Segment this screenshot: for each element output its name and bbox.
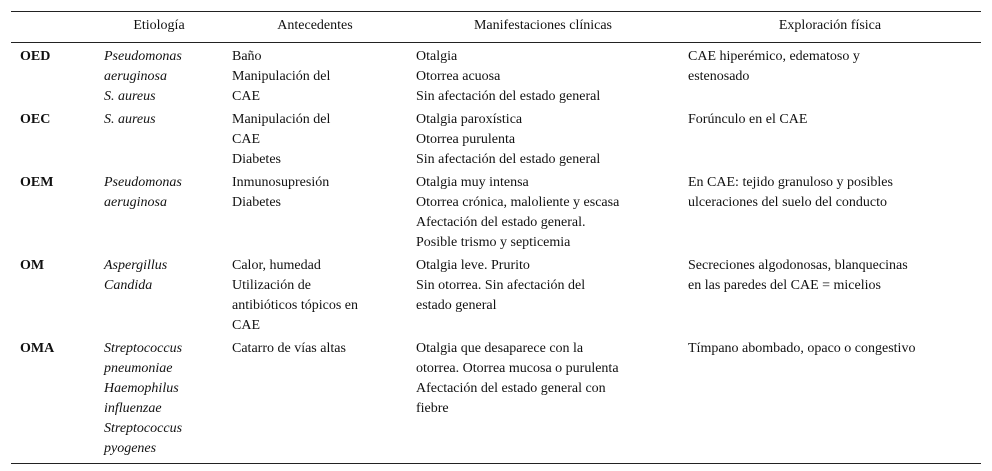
cell-line: Otorrea acuosa	[416, 69, 501, 84]
cell-line: CAE	[232, 132, 260, 147]
cell-line: CAE hiperémico, edematoso y	[688, 49, 860, 64]
header-manifestaciones: Manifestaciones clínicas	[407, 12, 679, 43]
cell-line: CAE	[232, 89, 260, 104]
cell-etiologia	[95, 254, 223, 337]
cell-etiologia	[95, 43, 223, 109]
cell-line: Otalgia paroxística	[416, 112, 523, 127]
cell-manifestaciones	[407, 171, 679, 254]
cell-manifestaciones	[407, 337, 679, 464]
table-row	[11, 43, 981, 109]
cell-line: Aspergillus	[104, 258, 168, 273]
cell-abbr: OED	[20, 49, 51, 64]
cell-line: pneumoniae	[104, 361, 173, 376]
cell-exploracion	[679, 171, 981, 254]
cell-line: Utilización de	[232, 278, 311, 293]
cell-line: S. aureus	[104, 112, 156, 127]
cell-etiologia	[95, 171, 223, 254]
cell-exploracion	[679, 108, 981, 171]
cell-line: influenzae	[104, 401, 162, 416]
cell-line: Calor, humedad	[232, 258, 321, 273]
cell-line: Manipulación del	[232, 112, 331, 127]
cell-line: Otorrea purulenta	[416, 132, 516, 147]
cell-exploracion	[679, 254, 981, 337]
cell-line: estenosado	[688, 69, 750, 84]
table-header	[11, 12, 981, 43]
cell-line: estado general	[416, 298, 497, 313]
cell-line: Otorrea crónica, maloliente y escasa	[416, 195, 620, 210]
cell-line: Inmunosupresión	[232, 175, 330, 190]
cell-line: Tímpano abombado, opaco o congestivo	[688, 341, 916, 356]
cell-abbr: OM	[20, 258, 45, 273]
cell-line: otorrea. Otorrea mucosa o purulenta	[416, 361, 619, 376]
cell-line: S. aureus	[104, 89, 156, 104]
cell-line: Diabetes	[232, 195, 281, 210]
cell-line: Afectación del estado general.	[416, 215, 586, 230]
cell-abbr: OEM	[20, 175, 54, 190]
header-antecedentes: Antecedentes	[223, 12, 407, 43]
cell-antecedentes	[223, 337, 407, 464]
cell-line: en las paredes del CAE = micelios	[688, 278, 881, 293]
cell-line: Pseudomonas	[104, 49, 182, 64]
table-row	[11, 337, 981, 464]
cell-line: En CAE: tejido granuloso y posibles	[688, 175, 893, 190]
header-exploracion: Exploración física	[679, 12, 981, 43]
header-abbr	[11, 12, 95, 43]
cell-line: antibióticos tópicos en	[232, 298, 358, 313]
cell-line: Sin afectación del estado general	[416, 152, 601, 167]
cell-line: Diabetes	[232, 152, 281, 167]
table-row	[11, 108, 981, 171]
cell-line: Otalgia	[416, 49, 458, 64]
header-etiologia: Etiología	[95, 12, 223, 43]
cell-line: Catarro de vías altas	[232, 341, 346, 356]
cell-line: Pseudomonas	[104, 175, 182, 190]
cell-line: Sin otorrea. Sin afectación del	[416, 278, 586, 293]
cell-line: Forúnculo en el CAE	[688, 112, 808, 127]
cell-exploracion	[679, 337, 981, 464]
cell-line: ulceraciones del suelo del conducto	[688, 195, 888, 210]
cell-manifestaciones	[407, 43, 679, 109]
cell-line: Candida	[104, 278, 153, 293]
cell-antecedentes	[223, 43, 407, 109]
cell-antecedentes	[223, 108, 407, 171]
cell-line: Posible trismo y septicemia	[416, 235, 571, 250]
cell-line: Sin afectación del estado general	[416, 89, 601, 104]
cell-etiologia	[95, 337, 223, 464]
cell-line: Streptococcus	[104, 421, 183, 436]
header-row	[11, 12, 981, 43]
otitis-table	[11, 11, 981, 464]
cell-etiologia	[95, 108, 223, 171]
cell-abbr: OMA	[11, 337, 95, 464]
cell-manifestaciones	[407, 254, 679, 337]
cell-line: Haemophilus	[104, 381, 179, 396]
cell-line: Baño	[232, 49, 262, 64]
cell-line: CAE	[232, 318, 260, 333]
cell-line: Otalgia que desaparece con la	[416, 341, 584, 356]
cell-manifestaciones	[407, 108, 679, 171]
cell-line: Otalgia leve. Prurito	[416, 258, 530, 273]
cell-line: aeruginosa	[104, 195, 167, 210]
cell-line: Afectación del estado general con	[416, 381, 606, 396]
cell-line: Secreciones algodonosas, blanquecinas	[688, 258, 908, 273]
cell-line: Otalgia muy intensa	[416, 175, 529, 190]
cell-line: Manipulación del	[232, 69, 331, 84]
cell-antecedentes	[223, 171, 407, 254]
cell-line: Streptococcus	[104, 341, 183, 356]
cell-line: aeruginosa	[104, 69, 167, 84]
cell-line: pyogenes	[104, 441, 157, 456]
table-row	[11, 254, 981, 337]
cell-exploracion	[679, 43, 981, 109]
cell-line: fiebre	[416, 401, 449, 416]
table-row	[11, 171, 981, 254]
cell-abbr: OEC	[20, 112, 51, 127]
cell-antecedentes	[223, 254, 407, 337]
table-body	[11, 43, 981, 464]
